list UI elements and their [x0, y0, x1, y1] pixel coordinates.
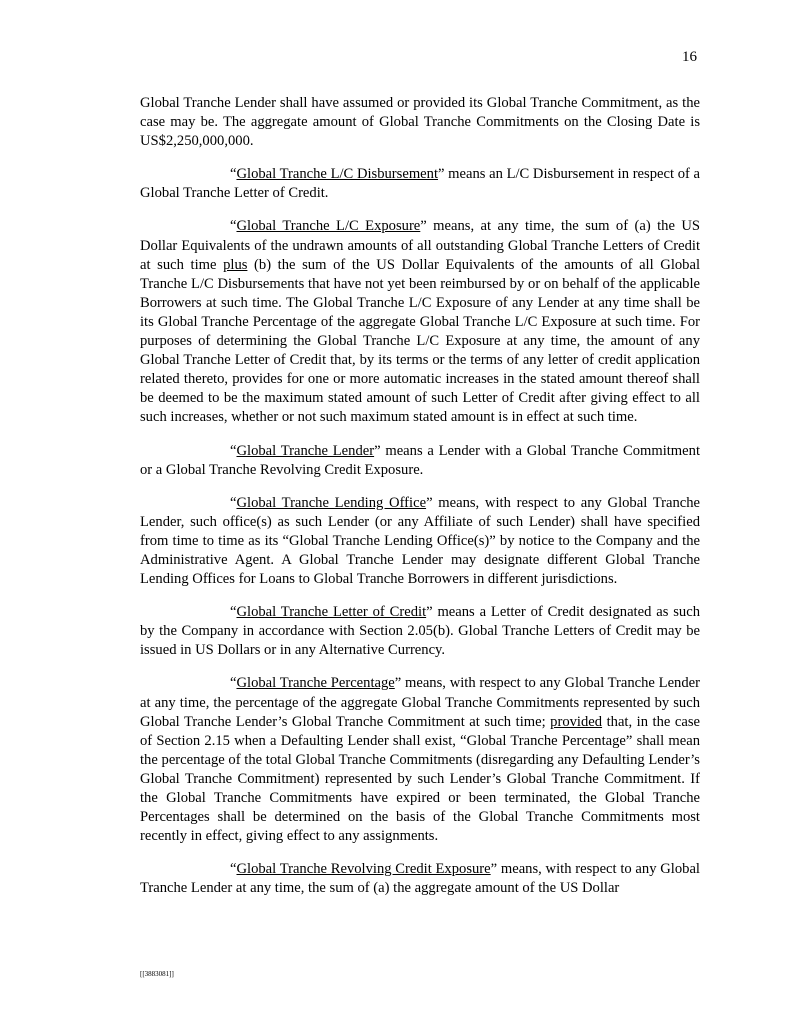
open-quote: “ [230, 442, 237, 459]
definition-text: (b) the sum of the US Dollar Equivalents of the amounts of all Global Tranche L/C Disbursements that have not yet been reimbursed by or on behalf of the applicable Borrowers at such time. The Global Tranche L/C Exposure of any Lender at any time shall be its Global Tranche Percentage of the aggregate Global Tranche L/C Exposure at such time. For purposes of determining the Global Tranche L/C Exposure at any time, the amount of any Global Tranche Letter of Credit that, by its terms or the terms of any letter of credit application related thereto, provides for one or more automatic increases in the stated amount thereof shall be deemed to be the maximum stated amount of such Letter of Credit after giving effect to all such increases, whether or not such maximum stated amount is in effect at such time. [140, 256, 700, 426]
definition-global-tranche-letter-of-credit [140, 603, 700, 660]
defined-term: Global Tranche Percentage [236, 675, 395, 692]
defined-term: Global Tranche L/C Exposure [236, 218, 421, 235]
definition-text: ” means, with respect to any Global Tranche Lender at any time, the sum of (a) the aggregate amount of the US Dollar [140, 861, 700, 897]
definition-global-tranche-lc-disbursement [140, 165, 700, 203]
definition-global-tranche-lc-exposure [140, 217, 700, 427]
definition-text: ” means, at any time, the sum of (a) the US Dollar Equivalents of the undrawn amounts of all outstanding Global Tranche Letters of Credit at such time [140, 218, 701, 273]
defined-term: Global Tranche Revolving Credit Exposure [236, 861, 491, 878]
open-quote: “ [230, 166, 237, 183]
paragraph-continuation [140, 94, 700, 151]
definition-global-tranche-lending-office [140, 494, 700, 589]
open-quote: “ [230, 494, 237, 511]
defined-term: Global Tranche Lender [236, 442, 375, 459]
document-id-footer: [[3883081]] [140, 970, 174, 978]
definition-text: ” means, with respect to any Global Tranche Lender at any time, the percentage of the aggregate Global Tranche Commitments represented by such Global Tranche Lender’s Global Tranche Commitment at such time; [140, 675, 700, 730]
definition-text: ” means a Lender with a Global Tranche Commitment or a Global Tranche Revolving Credit Exposure. [140, 442, 700, 478]
defined-term: Global Tranche Letter of Credit [236, 604, 427, 621]
open-quote: “ [230, 861, 237, 878]
defined-term: Global Tranche Lending Office [236, 494, 427, 511]
document-body [140, 94, 700, 912]
open-quote: “ [230, 604, 237, 621]
definition-global-tranche-lender [140, 442, 700, 480]
emphasized-word: plus [223, 256, 248, 273]
definition-text: ” means, with respect to any Global Tranche Lender, such office(s) as such Lender (or any Affiliate of such Lender) shall have specified from time to time as its “Global Tranche Lending Office(s)” by notice to the Company and the Administrative Agent. A Global Tranche Lender may designate different Global Tranche Lending Offices for Loans to Global Tranche Borrowers in different jurisdictions. [140, 494, 701, 588]
definition-global-tranche-revolving-credit-exposure [140, 860, 700, 898]
open-quote: “ [230, 675, 237, 692]
emphasized-word: provided [550, 713, 603, 730]
open-quote: “ [230, 218, 237, 235]
definition-global-tranche-percentage [140, 674, 700, 846]
paragraph-text: Global Tranche Lender shall have assumed or provided its Global Tranche Commitment, as the case may be. The aggregate amount of Global Tranche Commitments on the Closing Date is US$2,250,000,000. [140, 95, 700, 150]
defined-term: Global Tranche L/C Disbursement [236, 166, 439, 183]
definition-text: ” means an L/C Disbursement in respect of a Global Tranche Letter of Credit. [140, 166, 700, 202]
page-number: 16 [682, 49, 697, 65]
definition-text: that, in the case of Section 2.15 when a Defaulting Lender shall exist, “Global Tranche Percentage” shall mean the percentage of the total Global Tranche Commitments (disregarding any Defaulting Lender’s Global Tranche Commitment) represented by such Lender’s Global Tranche Commitment. If the Global Tranche Commitments have expired or been terminated, the Global Tranche Percentages shall be determined on the basis of the Global Tranche Commitments most recently in effect, giving effect to any assignments. [140, 713, 701, 845]
definition-text: ” means a Letter of Credit designated as such by the Company in accordance with Section 2.05(b). Global Tranche Letters of Credit may be issued in US Dollars or in any Alternative Currency. [140, 604, 700, 659]
